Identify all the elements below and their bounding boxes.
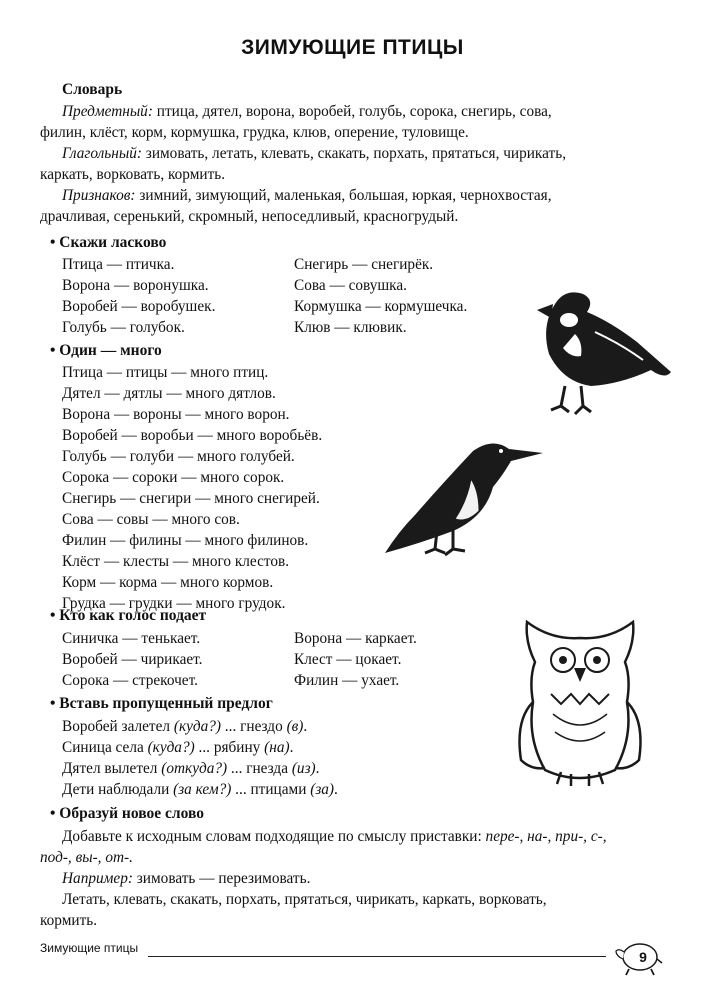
paragraph: кормить. [40,912,98,929]
list-item: Филин — филины — много филинов. [62,532,309,549]
footer-title: Зимующие птицы [40,941,139,955]
list-item: Синичка — тенькает. [62,630,201,647]
list-item: Корм — корма — много кормов. [62,574,274,591]
list-item: Воробей залетел (куда?) ... гнездо (в). [62,718,308,735]
list-item: Сова — совушка. [294,277,407,294]
list-item: Ворона — воронушка. [62,277,209,294]
list-item: Снегирь — снегири — много снегирей. [62,490,320,507]
list-item: Воробей — воробушек. [62,298,216,315]
page-title: ЗИМУЮЩИЕ ПТИЦЫ [241,36,464,59]
sparrow-illustration [525,282,675,417]
paragraph: под-, вы-, от-. [40,849,133,866]
paragraph: Добавьте к исходным словам подходящие по смыслу приставки: пере-, на-, при-, с-, [62,828,607,845]
section-heading-preposition: • Вставь пропущенный предлог [50,695,273,712]
crow-illustration [375,435,545,560]
list-item: Ворона — каркает. [294,630,417,647]
list-item: Воробей — чирикает. [62,651,203,668]
vocab-line: каркать, ворковать, кормить. [40,166,226,183]
vocab-line: Глагольный: зимовать, летать, клевать, скакать, порхать, прятаться, чирикать, [62,145,567,162]
paragraph: Летать, клевать, скакать, порхать, прятаться, чирикать, каркать, ворковать, [62,891,547,908]
list-item: Кормушка — кормушечка. [294,298,468,315]
list-item: Сорока — сороки — много сорок. [62,469,285,486]
vocab-line: Предметный: птица, дятел, ворона, воробей, голубь, сорока, снегирь, сова, [62,103,552,120]
list-item: Птица — птичка. [62,256,175,273]
list-item: Воробей — воробьи — много воробьёв. [62,427,323,444]
vocab-line: Признаков: зимний, зимующий, маленькая, большая, юркая, чернохвостая, [62,187,552,204]
list-item: Дятел — дятлы — много дятлов. [62,385,276,402]
list-item: Ворона — вороны — много ворон. [62,406,290,423]
list-item: Птица — птицы — много птиц. [62,364,269,381]
section-heading-new-word: • Образуй новое слово [50,805,204,822]
list-item: Грудка — грудки — много грудок. [62,595,286,612]
section-heading-affectionate: • Скажи ласково [50,234,167,251]
page-number: 9 [639,949,647,965]
list-item: Снегирь — снегирёк. [294,256,434,273]
list-item: Сова — совы — много сов. [62,511,240,528]
owl-illustration [505,610,655,790]
footer-rule [148,956,606,957]
vocab-heading: Словарь [62,81,123,98]
vocab-line: драчливая, серенький, скромный, непоседливый, красногрудый. [40,208,459,225]
list-item: Клест — цокает. [294,651,402,668]
list-item: Голубь — голубок. [62,319,185,336]
list-item: Клёст — клесты — много клестов. [62,553,290,570]
list-item: Голубь — голуби — много голубей. [62,448,295,465]
list-item: Сорока — стрекочет. [62,672,198,689]
list-item: Дети наблюдали (за кем?) ... птицами (за). [62,781,338,798]
list-item: Дятел вылетел (откуда?) ... гнезда (из). [62,760,320,777]
section-heading-voices: • Кто как голос подает [50,607,207,624]
list-item: Филин — ухает. [294,672,400,689]
paragraph: Например: зимовать — перезимовать. [62,870,311,887]
list-item: Клюв — клювик. [294,319,407,336]
list-item: Синица села (куда?) ... рябину (на). [62,739,294,756]
section-heading-one-many: • Один — много [50,342,162,359]
vocab-line: филин, клёст, корм, кормушка, грудка, клюв, оперение, туловище. [40,124,469,141]
